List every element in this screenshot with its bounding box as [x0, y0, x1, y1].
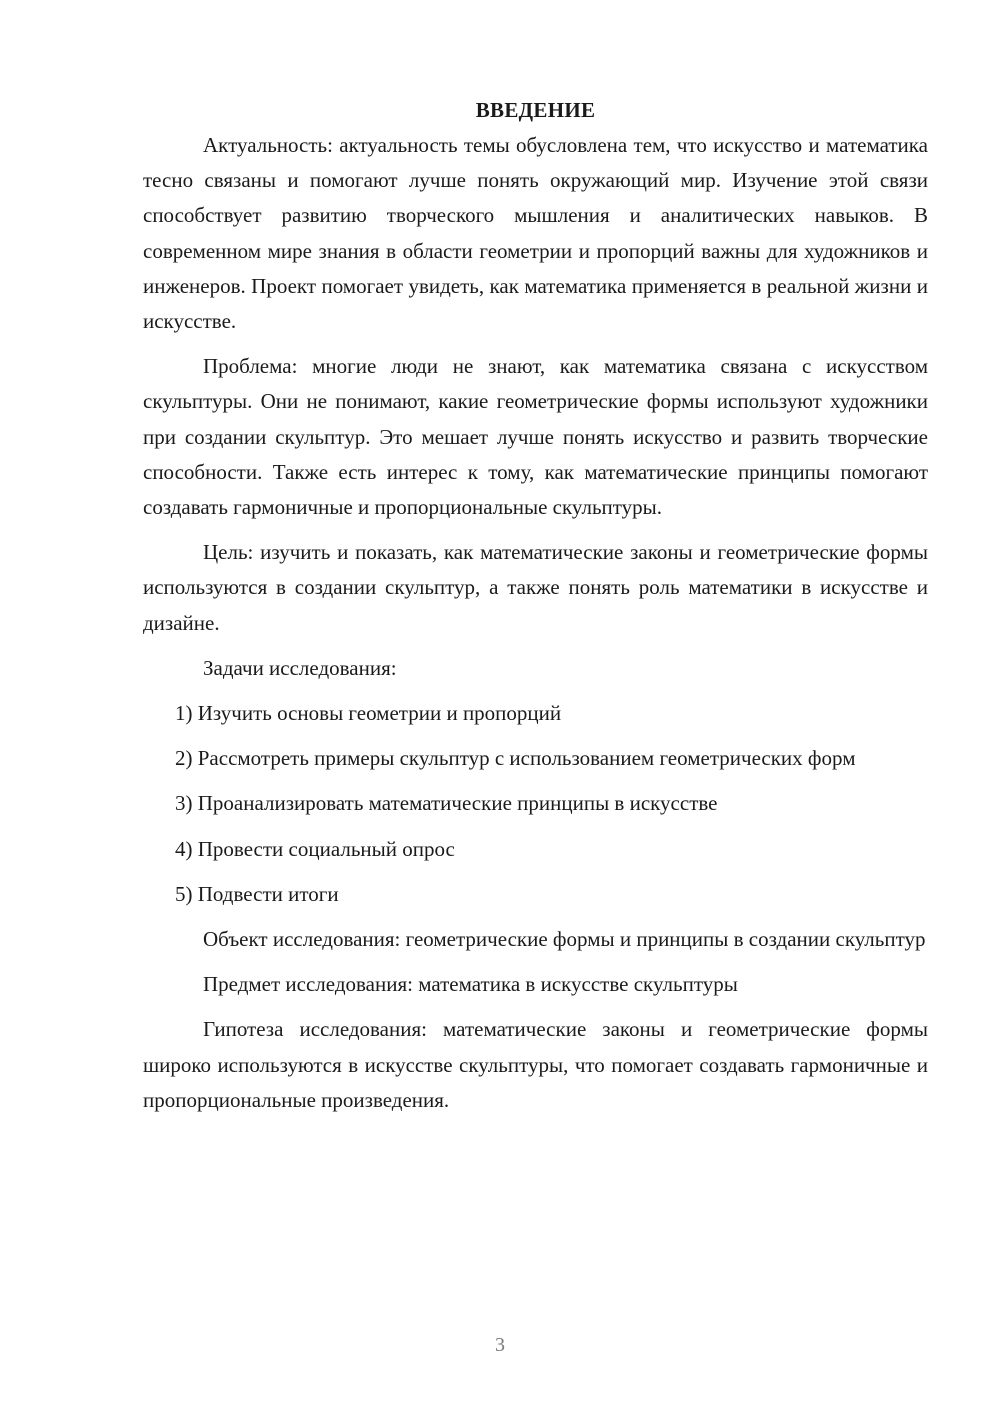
- task-item: 5) Подвести итоги: [175, 881, 339, 906]
- task-item: 3) Проанализировать математические принципы в искусстве: [175, 791, 718, 816]
- goal-paragraph: Цель: изучить и показать, как математические законы и геометрические формы используются в создании скульптур, а также понять роль математики в искусстве и дизайне.: [143, 540, 928, 635]
- relevance-paragraph: Актуальность: актуальность темы обусловлена тем, что искусство и математика тесно связаны и помогают лучше понять окружающий мир. Изучение этой связи способствует развитию творческого мышления и аналитических навыков. В современном мире знания в области геометрии и пропорций важны для художников и инженеров. Проект помогает увидеть, как математика применяется в реальной жизни и искусстве.: [143, 133, 928, 334]
- hypothesis-paragraph: Гипотеза исследования: математические законы и геометрические формы широко используются в искусстве скульптуры, что помогает создавать гармоничные и пропорциональные произведения.: [143, 1017, 928, 1112]
- object-paragraph: Объект исследования: геометрические формы и принципы в создании скульптур: [203, 927, 926, 952]
- task-item: 1) Изучить основы геометрии и пропорций: [175, 701, 562, 726]
- tasks-heading: Задачи исследования:: [203, 655, 397, 680]
- document-page: [143, 93, 928, 1118]
- page-number: 3: [495, 1334, 505, 1356]
- page-title: ВВЕДЕНИЕ: [475, 98, 596, 122]
- task-item: 4) Провести социальный опрос: [175, 836, 455, 861]
- subject-paragraph: Предмет исследования: математика в искусстве скульптуры: [203, 972, 738, 997]
- problem-paragraph: Проблема: многие люди не знают, как математика связана с искусством скульптуры. Они не понимают, какие геометрические формы используют художники при создании скульптур. Это мешает лучше понять искусство и развить творческие способности. Также есть интерес к тому, как математические принципы помогают создавать гармоничные и пропорциональные скульптуры.: [143, 354, 928, 520]
- tasks-list: [143, 696, 928, 912]
- task-item: 2) Рассмотреть примеры скульптур с использованием геометрических форм: [175, 746, 856, 771]
